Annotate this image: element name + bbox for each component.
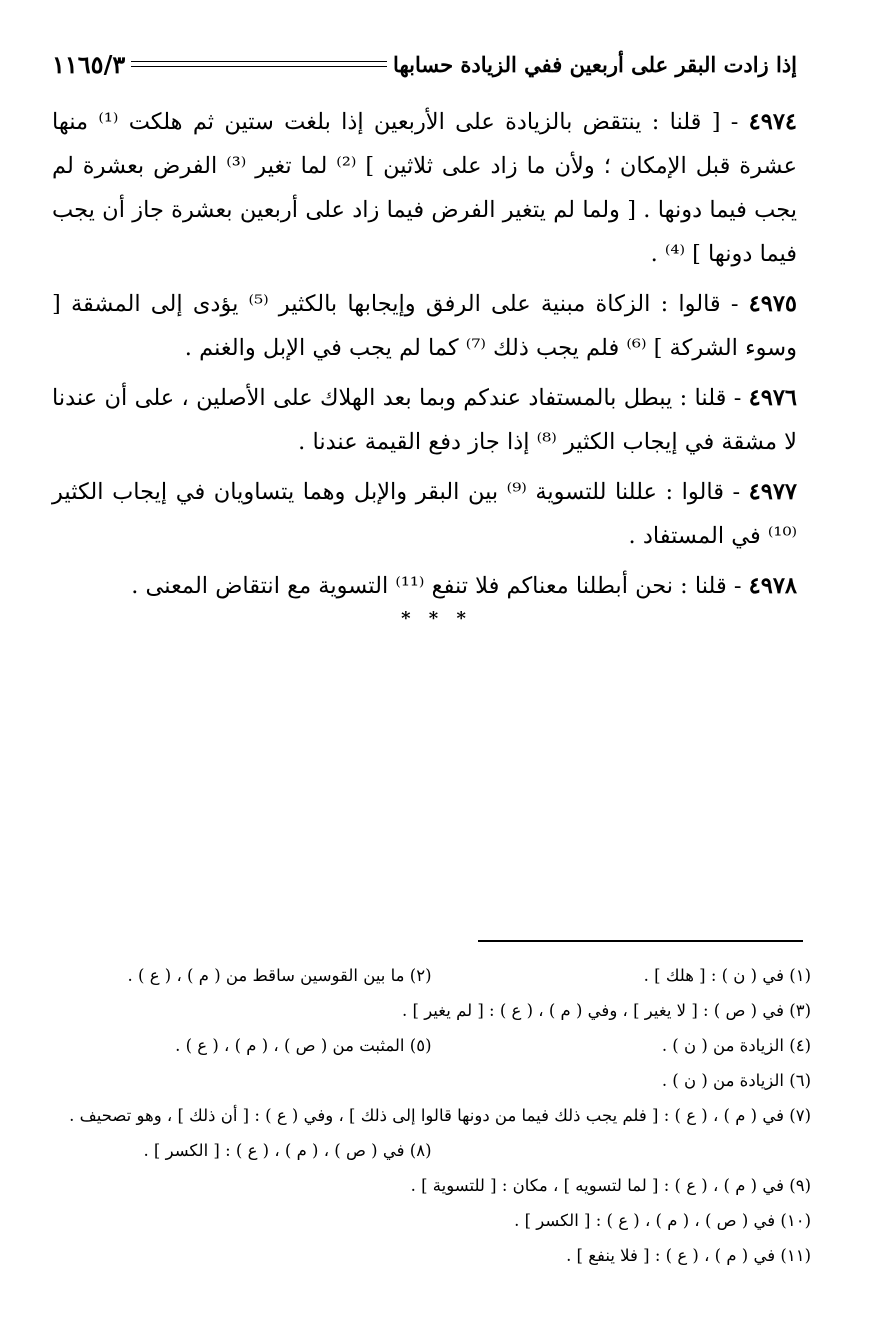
section-separator: * * * [401, 608, 472, 629]
paragraph-4978 [52, 564, 797, 608]
main-text [52, 100, 797, 614]
footnote-9: (٩) في ( م ) ، ( ع ) : [ لما لتسويه ] ، مكان : [ للتسوية ] . [410, 1176, 811, 1195]
footnote-spacer [432, 1133, 812, 1168]
footnote-6: (٦) الزيادة من ( ن ) . [661, 1071, 811, 1090]
paragraph-text: - [ قلنا : ينتقض بالزيادة على الأربعين إذا بلغت ستين ثم هلكت ⁽¹⁾ منها عشرة قبل الإمكان ؛ ولأن ما زاد على ثلاثين ] ⁽²⁾ لما تغير ⁽³⁾ الفرض بعشرة لم يجب فيما دونها . [ ولما لم يتغير الفرض فيما زاد على أربعين بعشرة جاز أن يجب فيما دونها ] ⁽⁴⁾ . [52, 109, 797, 267]
paragraph-text: - قلنا : يبطل بالمستفاد عندكم وبما بعد الهلاك على الأصلين ، على أن عندنا لا مشقة في إيجاب الكثير ⁽⁸⁾ إذا جاز دفع القيمة عندنا . [52, 385, 797, 455]
paragraph-4974 [52, 100, 797, 276]
page-number: ١١٦٥/٣ [52, 49, 126, 79]
footnote-8: (٨) في ( ص ) ، ( م ) ، ( ع ) : [ الكسر ] . [143, 1141, 432, 1160]
running-title: إذا زادت البقر على أربعين ففي الزيادة حسابها [393, 51, 797, 77]
footnote-10: (١٠) في ( ص ) ، ( م ) ، ( ع ) : [ الكسر ] . [514, 1211, 811, 1230]
paragraph-4975 [52, 282, 797, 370]
paragraph-number: ٤٩٧٨ [748, 573, 797, 599]
footnote-11: (١١) في ( م ) ، ( ع ) : [ فلا ينفع ] . [566, 1246, 811, 1265]
footnote-7: (٧) في ( م ) ، ( ع ) : [ فلم يجب ذلك فيما من دونها قالوا إلى ذلك ] ، وفي ( ع ) : [ أن ذلك ] ، وهو تصحيف . [69, 1106, 811, 1125]
paragraph-text: - قالوا : عللنا للتسوية ⁽⁹⁾ بين البقر والإبل وهما يتساويان في إيجاب الكثير ⁽¹⁰⁾ في المستفاد . [52, 479, 797, 549]
paragraph-number: ٤٩٧٦ [748, 385, 797, 411]
paragraph-text: - قالوا : الزكاة مبنية على الرفق وإيجابها بالكثير ⁽⁵⁾ يؤدى إلى المشقة [ وسوء الشركة ] ⁽⁶⁾ فلم يجب ذلك ⁽⁷⁾ كما لم يجب في الإبل والغنم . [52, 291, 797, 361]
page-header [52, 44, 797, 84]
footnote-row [52, 1028, 811, 1063]
paragraph-number: ٤٩٧٥ [748, 291, 798, 317]
footnote-row [52, 1133, 811, 1168]
paragraph-4976 [52, 376, 797, 464]
paragraph-number: ٤٩٧٧ [748, 479, 798, 505]
footnote-rule [478, 940, 803, 942]
footnotes [52, 958, 811, 1273]
paragraph-text: - قلنا : نحن أبطلنا معناكم فلا تنفع ⁽¹¹⁾ التسوية مع انتقاض المعنى . [131, 573, 749, 599]
paragraph-number: ٤٩٧٤ [748, 109, 797, 135]
footnote-2: (٢) ما بين القوسين ساقط من ( م ) ، ( ع ) . [127, 966, 432, 985]
footnote-row [52, 958, 811, 993]
footnote-5: (٥) المثبت من ( ص ) ، ( م ) ، ( ع ) . [175, 1036, 432, 1055]
paragraph-4977 [52, 470, 797, 558]
footnote-3: (٣) في ( ص ) : [ لا يغير ] ، وفي ( م ) ، ( ع ) : [ لم يغير ] . [402, 1001, 811, 1020]
header-rule [131, 61, 387, 67]
footnote-1: (١) في ( ن ) : [ هلك ] . [643, 966, 811, 985]
footnote-4: (٤) الزيادة من ( ن ) . [661, 1036, 811, 1055]
